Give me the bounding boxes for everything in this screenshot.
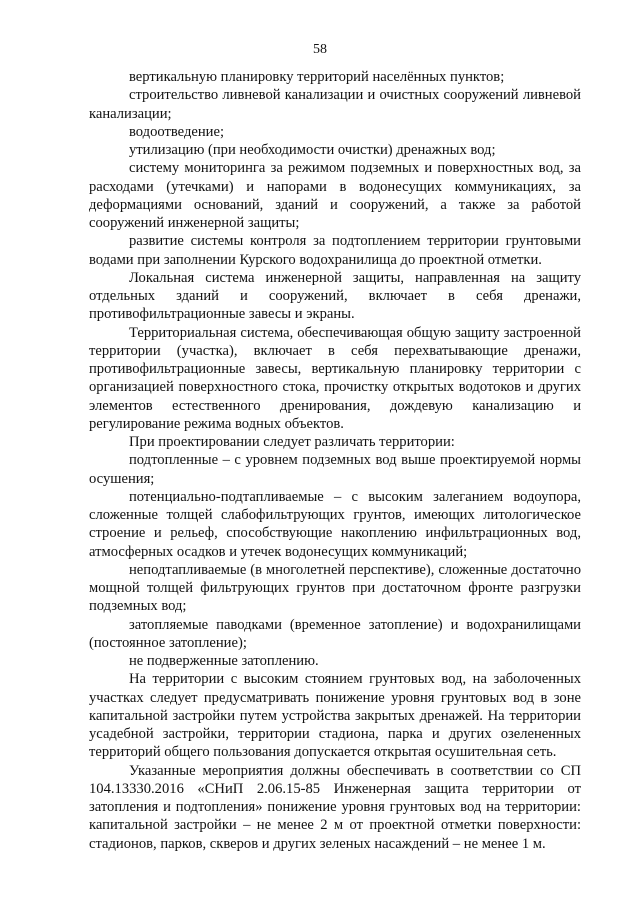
paragraph: Территориальная система, обеспечивающая общую защиту застроенной территории (участка), включает в себя перехватывающие дренажи, противофильтрационные завесы, вертикальную планировку территории с организацией поверхностного стока, прочистку открытых водотоков и других элементов естественного дренирования, дождевую канализацию и регулирование режима водных объектов. (89, 324, 581, 432)
paragraph: развитие системы контроля за подтоплением территории грунтовыми водами при заполнении Курского водохранилища до проектной отметки. (89, 233, 581, 268)
paragraph: водоотведение; (129, 123, 225, 140)
paragraph: Локальная система инженерной защиты, направленная на защиту отдельных зданий и сооружений, включает в себя дренажи, противофильтрационные завесы и экраны. (89, 269, 581, 323)
paragraph: Указанные мероприятия должны обеспечивать в соответствии со СП 104.13330.2016 «СНиП 2.06.15-85 Инженерная защита территории от затопления и подтопления» понижение уровня грунтовых вод на территории: капитальной застройки – не менее 2 м от проектной отметки поверхности: стадионов, парков, скверов и других зеленых насаждений – не менее 1 м. (89, 762, 581, 852)
paragraph: не подверженные затоплению. (129, 653, 319, 669)
paragraph: При проектировании следует различать территории: (129, 434, 455, 450)
document-body (89, 68, 581, 853)
paragraph: утилизацию (при необходимости очистки) дренажных вод; (129, 142, 496, 158)
paragraph: затопляемые паводками (временное затопление) и водохранилищами (постоянное затопление); (89, 616, 581, 651)
page-number: 58 (313, 42, 327, 57)
paragraph: систему мониторинга за режимом подземных и поверхностных вод, за расходами (утечками) и напорами в водонесущих коммуникациях, за деформациями оснований, зданий и сооружений, а также за работой сооружений инженерной защиты; (89, 160, 581, 231)
paragraph: подтопленные – с уровнем подземных вод выше проектируемой нормы осушения; (89, 452, 581, 487)
paragraph: На территории с высоким стоянием грунтовых вод, на заболоченных участках следует предусматривать понижение уровня грунтовых вод в зоне капитальной застройки путем устройства закрытых дренажей. На территории усадебной застройки, территории стадиона, парка и других озелененных территорий общего пользования допускается открытая осушительная сеть. (89, 671, 581, 761)
paragraph: строительство ливневой канализации и очистных сооружений ливневой канализации; (89, 87, 581, 122)
paragraph: потенциально-подтапливаемые – с высоким залеганием водоупора, сложенные толщей слабофильтрующих грунтов, имеющих литологическое строение и рельеф, способствующие накоплению инфильтрационных вод, атмосферных осадков и утечек водонесущих коммуникаций; (89, 488, 581, 560)
paragraph: неподтапливаемые (в многолетней перспективе), сложенные достаточно мощной толщей фильтрующих грунтов при достаточном фронте разгрузки подземных вод; (89, 561, 581, 615)
paragraph: вертикальную планировку территорий населённых пунктов; (129, 69, 505, 85)
